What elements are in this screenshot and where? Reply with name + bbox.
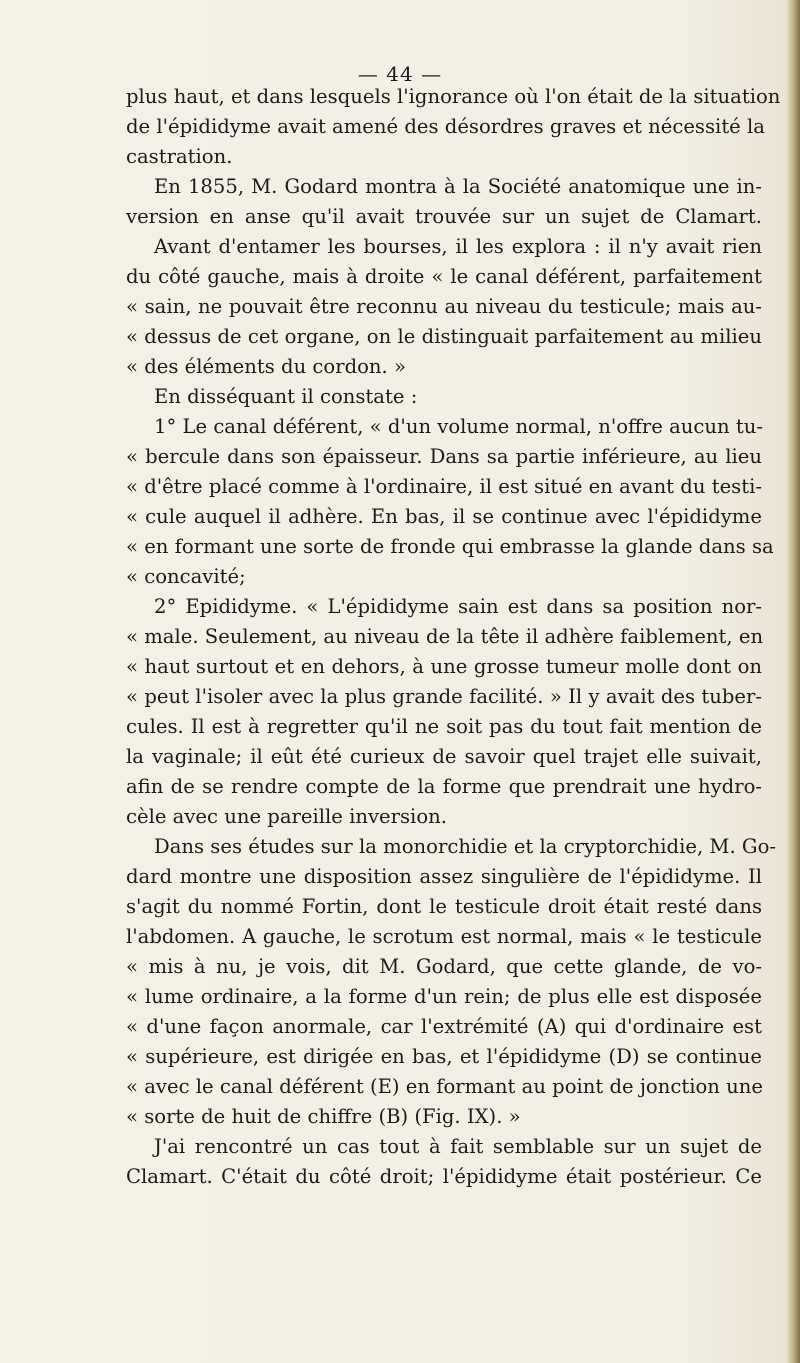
text-line: 1° Le canal déférent, « d'un volume normal, n'offre aucun tu- — [154, 415, 763, 438]
text-line: « male. Seulement, au niveau de la tête il adhère faiblement, en — [126, 625, 764, 648]
text-line: du côté gauche, mais à droite « le canal déférent, parfaitement — [126, 265, 762, 288]
text-line: « peut l'isoler avec la plus grande facilité. » Il y avait des tuber- — [126, 685, 762, 708]
text-line: de l'épididyme avait amené des désordres graves et nécessité la — [126, 115, 765, 138]
text-line: la vaginale; il eût été curieux de savoir quel trajet elle suivait, — [126, 745, 762, 768]
page-edge-shadow — [786, 0, 800, 1363]
text-line: 2° Epididyme. « L'épididyme sain est dans sa position nor- — [154, 595, 762, 618]
text-line: « des éléments du cordon. » — [126, 355, 406, 378]
text-line: cules. Il est à regretter qu'il ne soit pas du tout fait mention de — [126, 715, 762, 738]
text-line: « concavité; — [126, 565, 246, 588]
text-line: Avant d'entamer les bourses, il les explora : il n'y avait rien — [154, 235, 762, 258]
text-line: s'agit du nommé Fortin, dont le testicule droit était resté dans — [126, 895, 762, 918]
text-line: « en formant une sorte de fronde qui embrasse la glande dans sa — [126, 535, 774, 558]
text-line: « lume ordinaire, a la forme d'un rein; de plus elle est disposée — [126, 985, 762, 1008]
text-line: plus haut, et dans lesquels l'ignorance où l'on était de la situation — [126, 85, 781, 108]
text-line: « haut surtout et en dehors, à une grosse tumeur molle dont on — [126, 655, 762, 678]
text-line: « mis à nu, je vois, dit M. Godard, que cette glande, de vo- — [126, 955, 762, 978]
text-line: afin de se rendre compte de la forme que prendrait une hydro- — [126, 775, 762, 798]
text-line: version en anse qu'il avait trouvée sur un sujet de Clamart. — [126, 205, 762, 228]
text-line: « supérieure, est dirigée en bas, et l'épididyme (D) se continue — [126, 1045, 762, 1068]
text-line: Dans ses études sur la monorchidie et la cryptorchidie, M. Go- — [154, 835, 777, 858]
text-line: « d'une façon anormale, car l'extrémité (A) qui d'ordinaire est — [126, 1015, 762, 1038]
text-line: cèle avec une pareille inversion. — [126, 805, 447, 828]
text-line: « avec le canal déférent (E) en formant au point de jonction une — [126, 1075, 763, 1098]
text-line: J'ai rencontré un cas tout à fait semblable sur un sujet de — [154, 1135, 762, 1158]
text-line: castration. — [126, 145, 233, 168]
text-line: En disséquant il constate : — [154, 385, 418, 408]
text-line: « d'être placé comme à l'ordinaire, il est situé en avant du testi- — [126, 475, 762, 498]
text-line: « sain, ne pouvait être reconnu au niveau du testicule; mais au- — [126, 295, 762, 318]
page-number: — 44 — — [357, 62, 443, 86]
text-line: « cule auquel il adhère. En bas, il se continue avec l'épididyme — [126, 505, 762, 528]
text-line: En 1855, M. Godard montra à la Société anatomique une in- — [154, 175, 762, 198]
text-line: « bercule dans son épaisseur. Dans sa partie inférieure, au lieu — [126, 445, 762, 468]
text-line: dard montre une disposition assez singulière de l'épididyme. Il — [126, 865, 762, 888]
text-line: Clamart. C'était du côté droit; l'épididyme était postérieur. Ce — [126, 1165, 762, 1188]
text-line: « sorte de huit de chiffre (B) (Fig. IX). » — [126, 1105, 521, 1128]
text-line: l'abdomen. A gauche, le scrotum est normal, mais « le testicule — [126, 925, 762, 948]
text-line: « dessus de cet organe, on le distinguait parfaitement au milieu — [126, 325, 762, 348]
